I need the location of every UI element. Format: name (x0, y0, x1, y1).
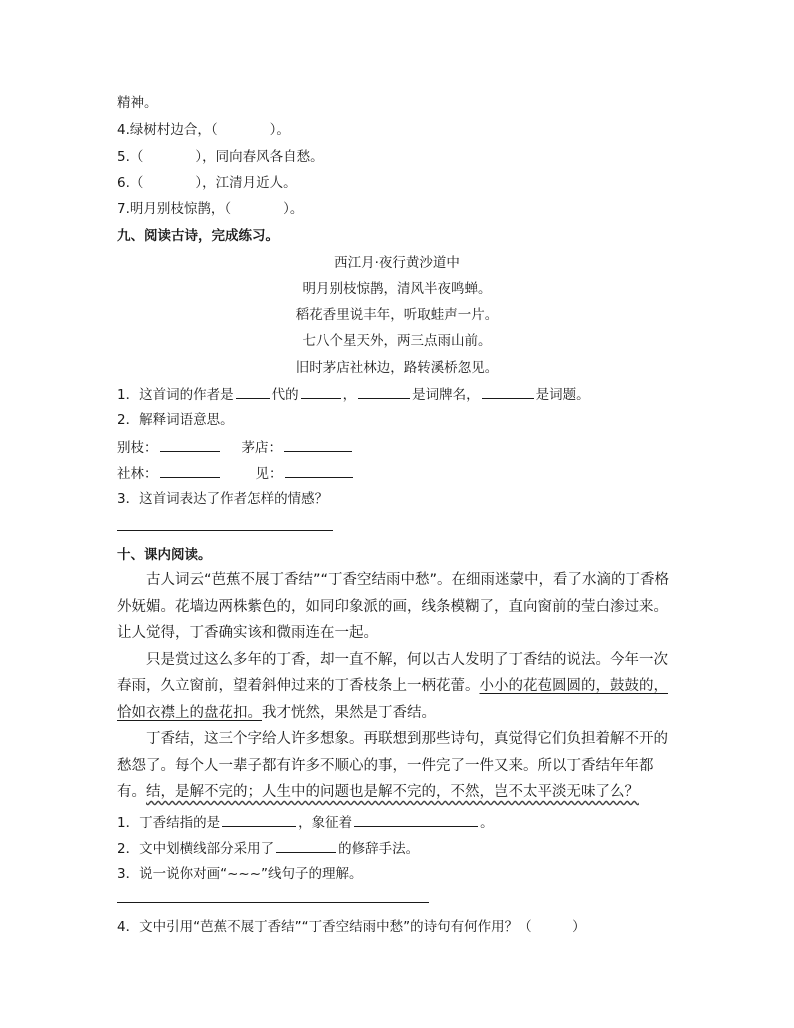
poem-line: 旧时茅店社林边，路转溪桥忽见。 (295, 360, 499, 376)
answer-blank[interactable] (222, 813, 296, 827)
answer-line[interactable] (117, 530, 333, 531)
section-10-heading: 十、课内阅读。 (117, 547, 212, 563)
s10-question-1: 1．丁香结指的是 ，象征着 。 (117, 815, 494, 831)
underlined-sentence: 小小的花苞圆圆的，鼓鼓的，恰如衣襟上的盘花扣。 (117, 678, 668, 721)
text-line: 精神。 (117, 95, 158, 111)
s9-question-3: 3．这首词表达了作者怎样的情感？ (117, 491, 329, 507)
reading-passage (117, 567, 679, 806)
term-row: 社林： 见： (117, 464, 355, 483)
s9-question-2: 2．解释词语意思。 (117, 412, 234, 428)
section-9-heading: 九、阅读古诗，完成练习。 (117, 228, 279, 244)
answer-blank[interactable] (284, 438, 352, 452)
question-5: 5.（ ），同向春风各自愁。 (117, 149, 324, 165)
answer-blank[interactable] (354, 813, 478, 827)
answer-blank[interactable] (276, 839, 336, 853)
question-4: 4.绿树村边合，（ ）。 (117, 122, 290, 138)
s10-question-3: 3．说一说你对画“~~~”线句子的理解。 (117, 866, 363, 882)
question-7: 7.明月别枝惊鹊，（ ）。 (117, 201, 304, 217)
poem-line: 稻花香里说丰年，听取蛙声一片。 (295, 307, 499, 323)
wavy-underlined-sentence: 结，是解不完的；人生中的问题也是解不完的，不然，岂不太平淡无味了么？ (146, 784, 639, 800)
paragraph: 古人词云“芭蕉不展丁香结”“丁香空结雨中愁”。在细雨迷蒙中，看了水滴的丁香格外妩媚。花墙边两株紫色的，如同印象派的画，线条模糊了，直向窗前的莹白渗过来。让人觉得，丁香确实该和微雨连在一起。 (117, 572, 670, 641)
paragraph: 只是赏过这么多年的丁香，却一直不解，何以古人发明了丁香结的说法。今年一次春雨，久立窗前，望着斜伸过来的丁香枝条上一柄花蕾。小小的花苞圆圆的，鼓鼓的，恰如衣襟上的盘花扣。我才恍然，果然是丁香结。 (117, 651, 668, 721)
s10-question-4: 4．文中引用“芭蕉不展丁香结”“丁香空结雨中愁”的诗句有何作用？（ ） (117, 919, 586, 935)
answer-blank[interactable] (160, 438, 220, 452)
question-6: 6.（ ），江清月近人。 (117, 175, 297, 191)
answer-blank[interactable] (482, 385, 534, 399)
term-row: 别枝： 茅店： (117, 438, 354, 457)
paragraph: 丁香结，这三个字给人许多想象。再联想到那些诗句，真觉得它们负担着解不开的愁怨了。每个人一辈子都有许多不顺心的事，一件完了一件又来。所以丁香结年年都有。结，是解不完的；人生中的问题也是解不完的，不然，岂不太平淡无味了么？ (117, 731, 668, 800)
answer-blank[interactable] (160, 464, 220, 478)
poem-line: 明月别枝惊鹊，清风半夜鸣蝉。 (302, 281, 492, 297)
answer-blank[interactable] (358, 385, 410, 399)
answer-blank[interactable] (301, 385, 341, 399)
poem-title: 西江月·夜行黄沙道中 (334, 255, 460, 271)
answer-line[interactable] (117, 902, 429, 903)
s10-question-2: 2．文中划横线部分采用了 的修辞手法。 (117, 841, 420, 857)
s9-question-1: 1．这首词的作者是 代的 ， 是词牌名， 是词题。 (117, 387, 590, 403)
poem-line: 七八个星天外，两三点雨山前。 (302, 333, 492, 349)
answer-blank[interactable] (285, 464, 353, 478)
answer-blank[interactable] (236, 385, 270, 399)
